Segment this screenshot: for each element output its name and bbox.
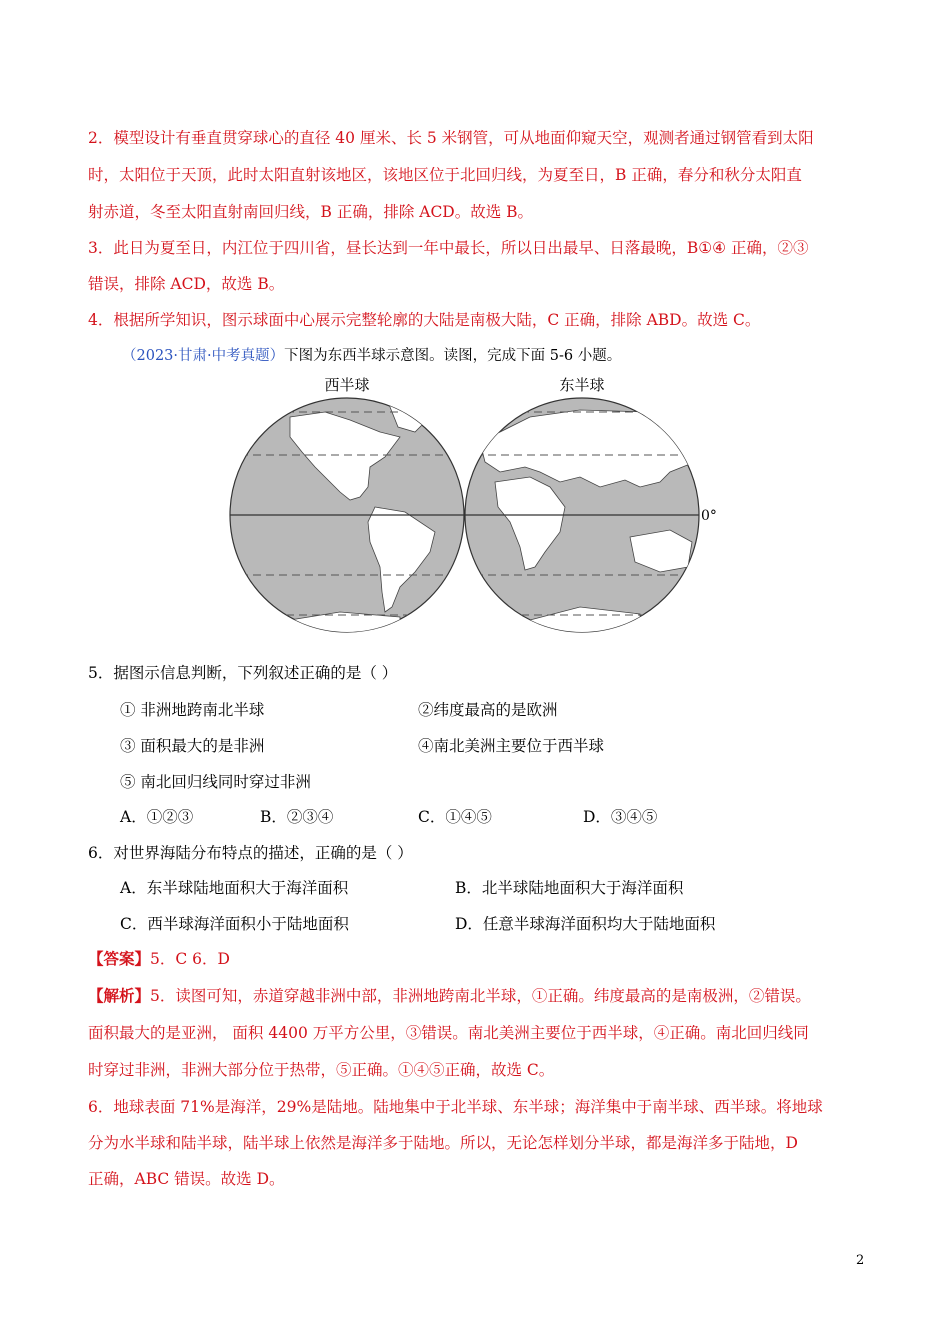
q3-explanation-line-2: 错误，排除 ACD，故选 B。 — [88, 275, 285, 293]
analysis-line-1 — [88, 985, 811, 1007]
equator-label: 0° — [701, 508, 717, 524]
western-hemisphere — [230, 398, 464, 642]
q5-statement-1: ① 非洲地跨南北半球 — [120, 701, 265, 719]
analysis-line-3: 时穿过非洲，非洲大部分位于热带，⑤正确。①④⑤正确，故选 C。 — [88, 1061, 555, 1079]
page-number: 2 — [856, 1253, 865, 1268]
analysis-line-4: 6．地球表面 71%是海洋，29%是陆地。陆地集中于北半球、东半球；海洋集中于南半球、西半球。将地球 — [88, 1098, 823, 1116]
analysis-label: 【解析】 — [88, 986, 151, 1005]
analysis-line-2: 面积最大的是亚洲， 面积 4400 万平方公里，③错误。南北美洲主要位于西半球，④正确。南北回归线同 — [88, 1024, 809, 1042]
q2-explanation-line-1: 2．模型设计有垂直贯穿球心的直径 40 厘米、长 5 米钢管，可从地面仰窥天空，观测者通过钢管看到太阳 — [88, 129, 814, 147]
q6-option-c[interactable]: C．西半球海洋面积小于陆地面积 — [120, 915, 349, 933]
west-hemisphere-label: 西半球 — [324, 376, 370, 394]
q5-option-b[interactable]: B．②③④ — [260, 808, 334, 826]
q5-statement-4: ④南北美洲主要位于西半球 — [418, 737, 605, 755]
q2-explanation-line-3: 射赤道，冬至太阳直射南回归线，B 正确，排除 ACD。故选 B。 — [88, 203, 534, 221]
q5-statement-5: ⑤ 南北回归线同时穿过非洲 — [120, 773, 311, 791]
eastern-hemisphere — [465, 398, 699, 642]
analysis-text-1: 5．读图可知，赤道穿越非洲中部，非洲地跨南北半球，①正确。纬度最高的是南极洲，②错误。 — [150, 987, 811, 1005]
analysis-line-5: 分为水半球和陆半球，陆半球上依然是海洋多于陆地。所以，无论怎样划分半球，都是海洋多于陆地，D — [88, 1134, 798, 1152]
q5-option-c[interactable]: C．①④⑤ — [418, 808, 492, 826]
q5-option-d[interactable]: D．③④⑤ — [583, 808, 658, 826]
source-tag: （2023·甘肃·中考真题） — [122, 348, 285, 364]
q5-statement-3: ③ 面积最大的是非洲 — [120, 737, 265, 755]
answer-text: 5．C 6．D — [150, 950, 230, 968]
question-intro — [122, 345, 621, 367]
q5-stem: 5．据图示信息判断，下列叙述正确的是（ ） — [88, 664, 398, 682]
q6-stem: 6．对世界海陆分布特点的描述，正确的是（ ） — [88, 844, 413, 862]
q5-statement-2: ②纬度最高的是欧洲 — [418, 701, 558, 719]
hemisphere-map — [230, 372, 717, 634]
q3-explanation-line-1: 3．此日为夏至日，内江位于四川省，昼长达到一年中最长，所以日出最早、日落最晚，B①④ 正确，②③ — [88, 239, 809, 257]
analysis-line-6: 正确，ABC 错误。故选 D。 — [88, 1170, 285, 1188]
q5-option-a[interactable]: A．①②③ — [120, 808, 194, 826]
q4-explanation-line: 4．根据所学知识，图示球面中心展示完整轮廓的大陆是南极大陆，C 正确，排除 ABD。故选 C。 — [88, 311, 761, 329]
answer-line — [88, 948, 230, 970]
q2-explanation-line-2: 时，太阳位于天顶，此时太阳直射该地区，该地区位于北回归线，为夏至日，B 正确，春分和秋分太阳直 — [88, 166, 802, 184]
q6-option-d[interactable]: D．任意半球海洋面积均大于陆地面积 — [455, 915, 716, 933]
answer-label: 【答案】 — [88, 949, 151, 968]
east-hemisphere-label: 东半球 — [559, 376, 605, 394]
q6-option-b[interactable]: B．北半球陆地面积大于海洋面积 — [455, 879, 684, 897]
intro-text: 下图为东西半球示意图。读图，完成下面 5-6 小题。 — [284, 348, 622, 364]
q6-option-a[interactable]: A．东半球陆地面积大于海洋面积 — [120, 879, 349, 897]
